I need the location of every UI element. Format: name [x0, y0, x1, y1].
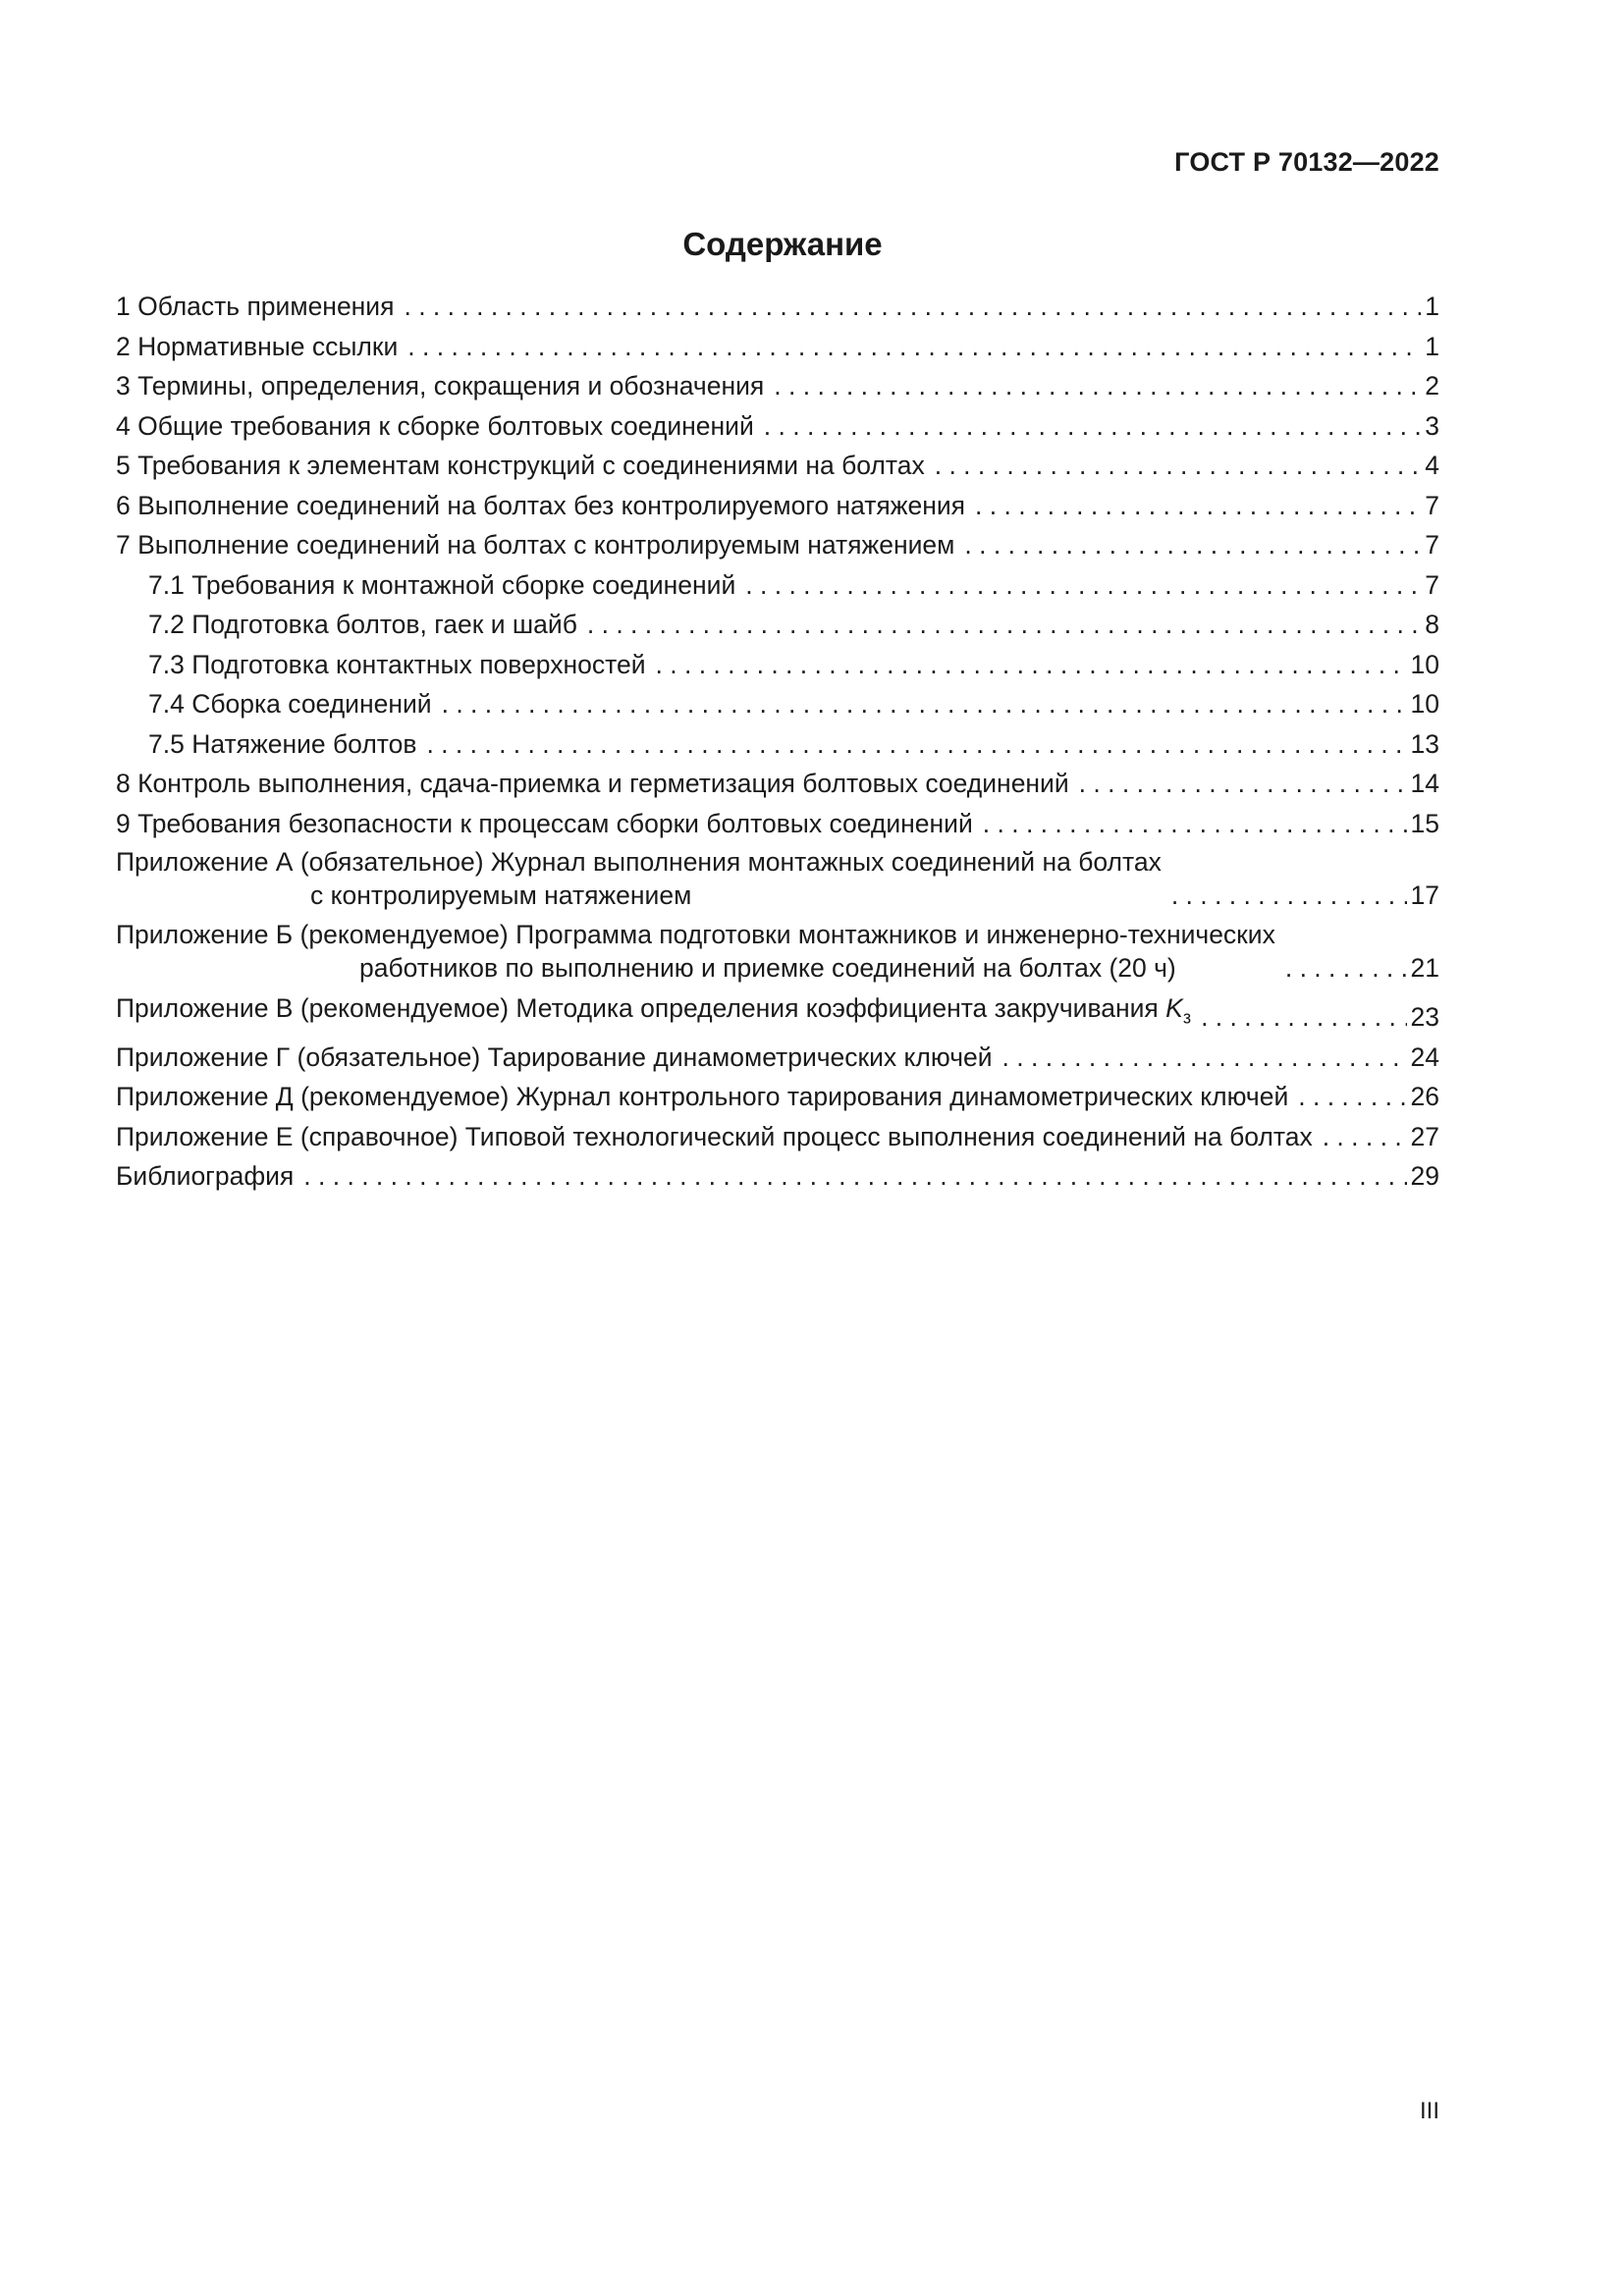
- toc-entry-title: 7.2 Подготовка болтов, гаек и шайб: [148, 610, 577, 639]
- table-of-contents: [116, 287, 1439, 1197]
- toc-entry-page: 17: [1410, 880, 1439, 910]
- toc-entry-title: 7.1 Требования к монтажной сборке соединений: [148, 569, 736, 600]
- toc-entry-title-line1: Приложение А (обязательное) Журнал выполнения монтажных соединений на болтах: [116, 847, 1162, 877]
- toc-entry-8[interactable]: [116, 764, 1439, 804]
- toc-entry-title: Приложение Е (справочное) Типовой технологический процесс выполнения соединений на болтах: [116, 1121, 1313, 1151]
- toc-entry-7-1[interactable]: [116, 565, 1439, 606]
- toc-entry-7-3[interactable]: [116, 645, 1439, 685]
- toc-entry-page: 8: [1425, 610, 1439, 639]
- toc-entry-title-line2: работников по выполнению и приемке соединений на болтах (20 ч): [359, 952, 1176, 983]
- dot-leader: [935, 446, 1422, 486]
- toc-entry-9[interactable]: [116, 804, 1439, 844]
- dot-leader: [656, 645, 1407, 685]
- toc-entry-bibliography[interactable]: [116, 1156, 1439, 1197]
- toc-entry-title: 7.4 Сборка соединений: [148, 689, 432, 719]
- dot-leader: [764, 406, 1421, 447]
- toc-entry-appendix-b[interactable]: [116, 916, 1439, 988]
- dot-leader: [1079, 764, 1407, 804]
- toc-entry-5[interactable]: [116, 446, 1439, 486]
- toc-entry-title-line2: с контролируемым натяжением: [310, 880, 692, 910]
- toc-entry-title: [116, 988, 1191, 1038]
- toc-entry-page: 7: [1425, 530, 1439, 560]
- dot-leader: [1285, 952, 1407, 986]
- toc-entry-3[interactable]: [116, 366, 1439, 406]
- toc-entry-page: 13: [1410, 728, 1439, 759]
- toc-entry-appendix-d[interactable]: [116, 1077, 1439, 1117]
- dot-leader: [426, 724, 1406, 765]
- dot-leader: [975, 486, 1421, 526]
- dot-leader: [1002, 1038, 1407, 1078]
- toc-entry-title: [116, 846, 1162, 912]
- toc-entry-title: 2 Нормативные ссылки: [116, 331, 399, 361]
- toc-entry-page: 2: [1425, 371, 1439, 400]
- toc-entry-7-2[interactable]: [116, 605, 1439, 645]
- toc-entry-page: 7: [1425, 490, 1439, 520]
- toc-entry-page: 3: [1425, 410, 1439, 441]
- dot-leader: [404, 287, 1421, 327]
- toc-entry-title: 3 Термины, определения, сокращения и обозначения: [116, 371, 765, 400]
- toc-entry-1[interactable]: [116, 287, 1439, 327]
- toc-entry-page: 24: [1410, 1041, 1439, 1072]
- dot-leader: [407, 327, 1421, 367]
- toc-entry-6[interactable]: [116, 486, 1439, 526]
- toc-entry-title: 7.5 Натяжение болтов: [148, 728, 417, 759]
- toc-entry-title: 1 Область применения: [116, 292, 395, 321]
- dot-leader: [1201, 997, 1406, 1038]
- toc-entry-page: 23: [1410, 1002, 1439, 1033]
- dot-leader: [587, 605, 1421, 645]
- toc-entry-title: Библиография: [116, 1161, 295, 1192]
- toc-entry-title: Приложение Г (обязательное) Тарирование динамометрических ключей: [116, 1041, 993, 1072]
- dot-leader: [1323, 1117, 1407, 1157]
- page-number: III: [1419, 2098, 1439, 2124]
- toc-entry-page: 27: [1410, 1121, 1439, 1151]
- toc-entry-page: 10: [1410, 689, 1439, 719]
- toc-entry-page: 1: [1425, 292, 1439, 321]
- toc-entry-title-text: Приложение В (рекомендуемое) Методика определения коэффициента закручивания: [116, 993, 1159, 1023]
- dot-leader: [442, 684, 1407, 724]
- dot-leader: [303, 1156, 1406, 1197]
- toc-entry-page: 1: [1425, 331, 1439, 361]
- toc-entry-title: Приложение Д (рекомендуемое) Журнал контрольного тарирования динамометрических ключей: [116, 1082, 1289, 1112]
- toc-entry-appendix-g[interactable]: [116, 1038, 1439, 1078]
- dot-leader: [983, 804, 1407, 844]
- toc-entry-title: 4 Общие требования к сборке болтовых соединений: [116, 410, 754, 441]
- formula-k-z: $K_з$: [1165, 993, 1192, 1028]
- dot-leader: [964, 525, 1421, 565]
- toc-entry-title: 7 Выполнение соединений на болтах с контролируемым натяжением: [116, 530, 955, 560]
- toc-entry-appendix-v[interactable]: [116, 988, 1439, 1038]
- toc-entry-page: 21: [1410, 952, 1439, 983]
- toc-entry-page: 26: [1410, 1082, 1439, 1112]
- dot-leader: [774, 366, 1421, 406]
- toc-entry-title: [116, 919, 1275, 985]
- toc-entry-2[interactable]: [116, 327, 1439, 367]
- toc-entry-page: 10: [1410, 649, 1439, 679]
- toc-entry-page: 29: [1410, 1161, 1439, 1192]
- document-id-header: ГОСТ Р 70132—2022: [1174, 147, 1439, 177]
- toc-entry-title: 9 Требования безопасности к процессам сборки болтовых соединений: [116, 808, 973, 838]
- dot-leader: [1298, 1077, 1406, 1117]
- toc-entry-4[interactable]: [116, 406, 1439, 447]
- toc-entry-page: 7: [1425, 569, 1439, 600]
- dot-leader: [745, 565, 1421, 606]
- toc-entry-appendix-e[interactable]: [116, 1117, 1439, 1157]
- toc-entry-title: 5 Требования к элементам конструкций с соединениями на болтах: [116, 451, 925, 480]
- dot-leader: [1171, 880, 1407, 913]
- toc-entry-page: 15: [1410, 808, 1439, 838]
- toc-entry-appendix-a[interactable]: [116, 843, 1439, 916]
- toc-entry-7-5[interactable]: [116, 724, 1439, 765]
- toc-entry-7-4[interactable]: [116, 684, 1439, 724]
- toc-title: Содержание: [682, 226, 883, 262]
- toc-entry-title-line1: Приложение Б (рекомендуемое) Программа подготовки монтажников и инженерно-технических: [116, 920, 1275, 949]
- toc-entry-7[interactable]: [116, 525, 1439, 565]
- toc-entry-title: 6 Выполнение соединений на болтах без контролируемого натяжения: [116, 490, 966, 520]
- toc-entry-page: 4: [1425, 451, 1439, 480]
- toc-entry-title: 7.3 Подготовка контактных поверхностей: [148, 649, 646, 679]
- toc-entry-page: 14: [1410, 769, 1439, 798]
- toc-entry-title: 8 Контроль выполнения, сдача-приемка и герметизация болтовых соединений: [116, 769, 1069, 798]
